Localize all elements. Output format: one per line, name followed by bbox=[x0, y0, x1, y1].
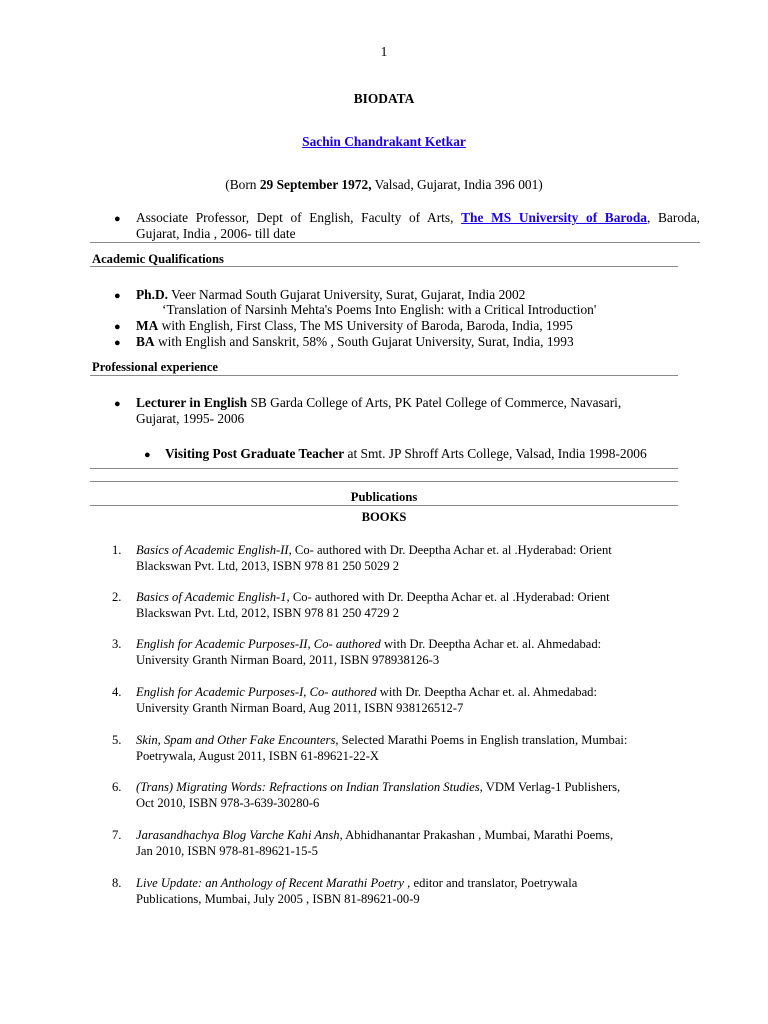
born-date: 29 September 1972, bbox=[259, 177, 372, 192]
book-number: 5. bbox=[112, 733, 122, 747]
section-divider bbox=[90, 375, 678, 376]
book-number: 4. bbox=[112, 685, 122, 699]
book-number: 1. bbox=[112, 543, 122, 557]
born-suffix: Valsad, Gujarat, India 396 001) bbox=[371, 177, 543, 192]
book-entry: Basics of Academic English-II, Co- authored with Dr. Deeptha Achar et. al .Hyderabad: Orient Blackswan Pvt. Ltd, 2013, ISBN 978 81 250 5029 2 bbox=[136, 543, 612, 573]
book-number: 2. bbox=[112, 590, 122, 604]
book-title: English for Academic Purposes-II, Co- authored bbox=[136, 637, 381, 651]
book-number: 3. bbox=[112, 637, 122, 651]
qualification-label: BA bbox=[136, 334, 155, 349]
qualification-text: Veer Narmad South Gujarat University, Surat, Gujarat, India 2002 bbox=[168, 287, 526, 302]
book-title: Basics of Academic English-1 bbox=[136, 590, 287, 604]
book-title: Skin, Spam and Other Fake Encounters, bbox=[136, 733, 339, 747]
bullet-icon: ● bbox=[144, 449, 151, 461]
qualification-label: Ph.D. bbox=[136, 287, 168, 302]
books-heading: BOOKS bbox=[361, 510, 407, 524]
section-divider bbox=[90, 505, 678, 506]
publications-heading: Publications bbox=[350, 490, 418, 504]
book-entry: English for Academic Purposes-I, Co- authored with Dr. Deeptha Achar et. al. Ahmedabad: University Granth Nirman Board, Aug 2011, ISBN 938126512-7 bbox=[136, 685, 597, 715]
position-text-post: , Baroda, bbox=[646, 210, 701, 225]
book-number: 8. bbox=[112, 876, 122, 890]
qualification-ma bbox=[136, 318, 573, 334]
section-divider bbox=[90, 481, 678, 482]
thesis-title: ‘Translation of Narsinh Mehta's Poems Into English: with a Critical Introduction' bbox=[162, 302, 597, 317]
book-title: (Trans) Migrating Words: Refractions on Indian Translation Studies bbox=[136, 780, 480, 794]
qualification-label: MA bbox=[136, 318, 159, 333]
book-number: 7. bbox=[112, 828, 122, 842]
university-link[interactable]: The MS University of Baroda bbox=[461, 210, 647, 225]
born-prefix: (Born bbox=[225, 177, 260, 192]
page-number: 1 bbox=[380, 44, 388, 59]
bullet-icon: ● bbox=[114, 337, 121, 349]
book-title: Basics of Academic English-II, bbox=[136, 543, 292, 557]
book-entry: (Trans) Migrating Words: Refractions on Indian Translation Studies, VDM Verlag-1 Publishers, Oct 2010, ISBN 978-3-639-30280-6 bbox=[136, 780, 621, 810]
current-position bbox=[136, 210, 700, 242]
document-title: BIODATA bbox=[353, 91, 415, 106]
book-entry: Skin, Spam and Other Fake Encounters, Selected Marathi Poems in English translation, Mumbai: Poetrywala, August 2011, ISBN 61-89621-22-X bbox=[136, 733, 628, 763]
book-entry: Jarasandhachya Blog Varche Kahi Ansh, Abhidhanantar Prakashan , Mumbai, Marathi Poems, Jan 2010, ISBN 978-81-89621-15-5 bbox=[136, 828, 614, 858]
lecturer-text: SB Garda College of Arts, PK Patel College of Commerce, Navasari, bbox=[247, 395, 622, 410]
bullet-icon: ● bbox=[114, 321, 121, 333]
book-title: Live Update: an Anthology of Recent Marathi Poetry , bbox=[136, 876, 411, 890]
section-divider bbox=[90, 266, 678, 267]
visiting-text: at Smt. JP Shroff Arts College, Valsad, India 1998-2006 bbox=[344, 446, 647, 461]
section-divider bbox=[90, 242, 700, 243]
bullet-icon: ● bbox=[114, 398, 121, 410]
visiting-label: Visiting Post Graduate Teacher bbox=[165, 446, 345, 461]
qualification-text: with English and Sanskrit, 58% , South Gujarat University, Surat, India, 1993 bbox=[154, 334, 574, 349]
bullet-icon: ● bbox=[114, 213, 121, 225]
qualification-ba bbox=[136, 334, 574, 350]
lecturer-entry bbox=[136, 395, 676, 427]
section-divider bbox=[90, 468, 678, 469]
lecturer-label: Lecturer in English bbox=[136, 395, 248, 410]
book-title: English for Academic Purposes-I, Co- authored bbox=[136, 685, 377, 699]
position-text: Associate Professor, Dept of English, Faculty of Arts, bbox=[136, 210, 462, 225]
book-title: Jarasandhachya Blog Varche Kahi Ansh bbox=[136, 828, 340, 842]
author-name-link[interactable]: Sachin Chandrakant Ketkar bbox=[302, 134, 466, 149]
lecturer-line2: Gujarat, 1995- 2006 bbox=[136, 411, 245, 426]
birth-info bbox=[0, 177, 768, 193]
bullet-icon: ● bbox=[114, 290, 121, 302]
qualification-phd bbox=[136, 287, 525, 303]
book-entry: Live Update: an Anthology of Recent Marathi Poetry , editor and translator, Poetrywala Publications, Mumbai, July 2005 , ISBN 81-89621-00-9 bbox=[136, 876, 578, 906]
position-line2: Gujarat, India , 2006- till date bbox=[136, 226, 296, 241]
visiting-entry bbox=[165, 446, 647, 462]
qualification-text: with English, First Class, The MS University of Baroda, Baroda, India, 1995 bbox=[158, 318, 573, 333]
book-entry: Basics of Academic English-1, Co- authored with Dr. Deeptha Achar et. al .Hyderabad: Orient Blackswan Pvt. Ltd, 2012, ISBN 978 81 250 4729 2 bbox=[136, 590, 610, 620]
book-entry: English for Academic Purposes-II, Co- authored with Dr. Deeptha Achar et. al. Ahmedabad: University Granth Nirman Board, 2011, ISBN 978938126-3 bbox=[136, 637, 602, 667]
professional-heading: Professional experience bbox=[92, 360, 219, 374]
book-number: 6. bbox=[112, 780, 122, 794]
academic-heading: Academic Qualifications bbox=[92, 252, 224, 266]
